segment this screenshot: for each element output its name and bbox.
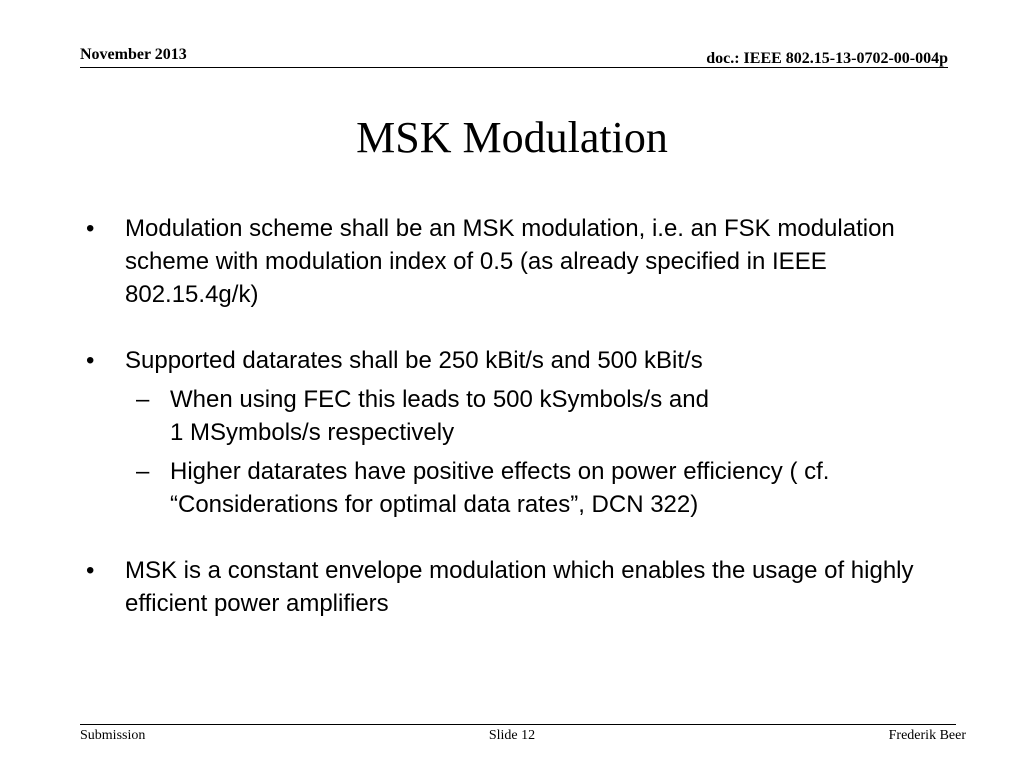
bullet-text: Supported datarates shall be 250 kBit/s and 500 kBit/s: [125, 347, 703, 374]
bullet-marker: •: [86, 347, 95, 374]
header-date: November 2013: [80, 46, 187, 63]
sub-bullet-marker: –: [136, 458, 150, 485]
bullet-item: [80, 554, 940, 620]
slide-body: [80, 212, 940, 620]
sub-bullet-item: [80, 383, 940, 449]
sub-bullet-marker: –: [136, 386, 150, 413]
slide-title: MSK Modulation: [356, 113, 668, 162]
header-divider: [80, 67, 948, 68]
sub-bullet-text-line1: When using FEC this leads to 500 kSymbols/s and: [170, 386, 709, 413]
bullet-marker: •: [86, 215, 95, 242]
bullet-item: [80, 344, 940, 377]
sub-bullet-text: Higher datarates have positive effects on power efficiency ( cf. “Considerations for optimal data rates”, DCN 322): [170, 458, 830, 518]
footer-submission: Submission: [80, 728, 146, 743]
sub-bullet-item: [80, 455, 940, 521]
sub-bullet-text-line2: 1 MSymbols/s respectively: [170, 419, 455, 446]
bullet-text: Modulation scheme shall be an MSK modulation, i.e. an FSK modulation scheme with modulation index of 0.5 (as already specified in IEEE 802.15.4g/k): [125, 215, 895, 308]
bullet-text: MSK is a constant envelope modulation which enables the usage of highly efficient power amplifiers: [125, 557, 914, 617]
footer-divider: [80, 724, 956, 725]
header-doc-id: doc.: IEEE 802.15-13-0702-00-004p: [706, 50, 948, 67]
bullet-marker: •: [86, 557, 95, 584]
bullet-item: [80, 212, 940, 311]
footer-author: Frederik Beer: [888, 728, 966, 743]
footer-slide-number: Slide 12: [488, 728, 536, 743]
